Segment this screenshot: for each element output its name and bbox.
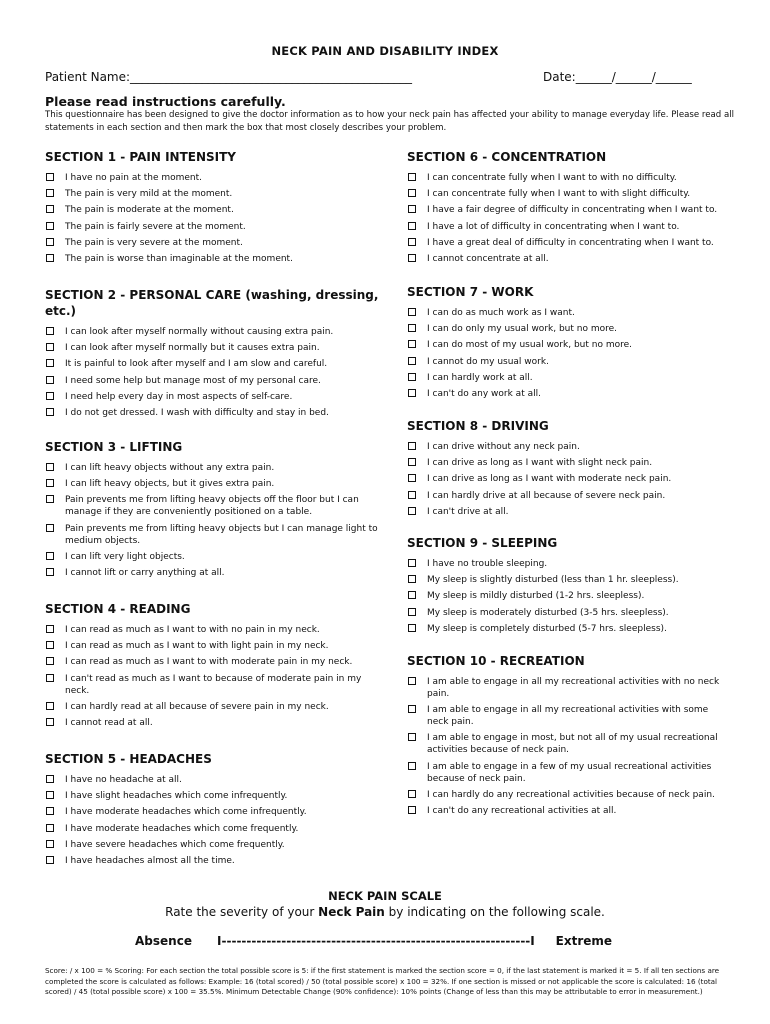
checkbox-option[interactable] bbox=[407, 204, 729, 216]
checkbox[interactable] bbox=[46, 568, 54, 576]
option-label: I need some help but manage most of my personal care. bbox=[65, 375, 321, 386]
checkbox[interactable] bbox=[46, 359, 54, 367]
scale-sub-after: by indicating on the following scale. bbox=[384, 905, 605, 919]
checkbox-option[interactable] bbox=[407, 339, 729, 351]
checkbox-option[interactable] bbox=[45, 790, 380, 802]
checkbox-option[interactable] bbox=[45, 342, 380, 354]
option-label: I have a fair degree of difficulty in concentrating when I want to. bbox=[427, 205, 718, 216]
checkbox[interactable] bbox=[408, 458, 416, 466]
option-label: I have no trouble sleeping. bbox=[427, 559, 548, 569]
option-label: My sleep is mildly disturbed (1-2 hrs. sleepless). bbox=[427, 591, 645, 602]
section-3 bbox=[45, 439, 380, 583]
option-label: I can drive as long as I want with moderate neck pain. bbox=[427, 474, 672, 485]
checkbox-option[interactable] bbox=[407, 372, 729, 384]
section-title: SECTION 6 - CONCENTRATION bbox=[407, 150, 607, 164]
checkbox-option[interactable] bbox=[407, 574, 729, 586]
option-label: I can do most of my usual work, but no more. bbox=[427, 340, 632, 351]
option-label: The pain is fairly severe at the moment. bbox=[65, 221, 246, 232]
option-label: The pain is moderate at the moment. bbox=[65, 205, 234, 216]
checkbox[interactable] bbox=[408, 324, 416, 332]
option-label: I can look after myself normally but it causes extra pain. bbox=[65, 343, 320, 354]
option-label: I cannot concentrate at all. bbox=[427, 253, 549, 264]
checkbox[interactable] bbox=[46, 552, 54, 560]
section-title: SECTION 1 - PAIN INTENSITY bbox=[45, 150, 236, 164]
option-label: I am able to engage in most, but not all of my usual recreational activities because of neck pain. bbox=[427, 733, 718, 756]
checkbox[interactable] bbox=[408, 222, 416, 230]
option-label: The pain is very severe at the moment. bbox=[65, 237, 243, 248]
checkbox[interactable] bbox=[46, 775, 54, 783]
option-label: I can lift heavy objects without any extra pain. bbox=[65, 463, 275, 473]
checkbox-option[interactable] bbox=[45, 375, 380, 387]
checkbox-option[interactable] bbox=[45, 523, 380, 547]
option-label: My sleep is completely disturbed (5-7 hrs. sleepless). bbox=[427, 623, 667, 634]
checkbox[interactable] bbox=[46, 479, 54, 487]
checkbox-option[interactable] bbox=[407, 590, 729, 602]
checkbox-option[interactable] bbox=[45, 221, 380, 233]
section-title: SECTION 7 - WORK bbox=[407, 285, 534, 299]
checkbox-option[interactable] bbox=[45, 717, 380, 729]
checkbox[interactable] bbox=[46, 702, 54, 710]
option-label: I am able to engage in all my recreational activities with no neck pain. bbox=[427, 677, 720, 699]
option-label: I can look after myself normally without causing extra pain. bbox=[65, 327, 334, 337]
checkbox-option[interactable] bbox=[407, 253, 729, 265]
checkbox[interactable] bbox=[408, 806, 416, 814]
checkbox[interactable] bbox=[46, 189, 54, 197]
checkbox[interactable] bbox=[408, 189, 416, 197]
checkbox-option[interactable] bbox=[45, 253, 380, 265]
checkbox[interactable] bbox=[408, 559, 416, 567]
option-label: I can hardly work at all. bbox=[427, 372, 533, 383]
checkbox[interactable] bbox=[408, 357, 416, 365]
checkbox-option[interactable] bbox=[407, 356, 729, 368]
checkbox[interactable] bbox=[408, 733, 416, 741]
option-label: I have no pain at the moment. bbox=[65, 173, 203, 183]
option-label: I can lift heavy objects, but it gives extra pain. bbox=[65, 479, 275, 490]
checkbox-option[interactable] bbox=[45, 478, 380, 490]
option-label: I can do as much work as I want. bbox=[427, 308, 575, 318]
checkbox[interactable] bbox=[408, 677, 416, 685]
section-title: SECTION 4 - READING bbox=[45, 602, 191, 616]
checkbox[interactable] bbox=[46, 254, 54, 262]
checkbox[interactable] bbox=[408, 373, 416, 381]
checkbox[interactable] bbox=[46, 856, 54, 864]
checkbox[interactable] bbox=[408, 790, 416, 798]
option-label: I cannot lift or carry anything at all. bbox=[65, 567, 225, 578]
checkbox[interactable] bbox=[46, 343, 54, 351]
option-label: I have a great deal of difficulty in concentrating when I want to. bbox=[427, 237, 714, 248]
checkbox-option[interactable] bbox=[407, 221, 729, 233]
checkbox-option[interactable] bbox=[45, 358, 380, 370]
date-field[interactable]: Date:______/______/______ bbox=[543, 70, 692, 84]
checkbox[interactable] bbox=[46, 641, 54, 649]
checkbox[interactable] bbox=[46, 495, 54, 503]
checkbox[interactable] bbox=[46, 408, 54, 416]
option-label: I can hardly drive at all because of severe neck pain. bbox=[427, 490, 666, 501]
checkbox[interactable] bbox=[408, 173, 416, 181]
checkbox-option[interactable] bbox=[407, 805, 729, 817]
option-label: The pain is very mild at the moment. bbox=[65, 189, 233, 200]
checkbox[interactable] bbox=[408, 474, 416, 482]
checkbox-option[interactable] bbox=[407, 789, 729, 801]
checkbox-option[interactable] bbox=[407, 761, 729, 785]
checkbox-option[interactable] bbox=[45, 326, 380, 338]
scale-line[interactable]: I--------------------------------------------------------------I bbox=[217, 934, 535, 948]
checkbox-option[interactable] bbox=[407, 607, 729, 619]
option-label: I need help every day in most aspects of self-care. bbox=[65, 391, 293, 402]
checkbox[interactable] bbox=[46, 238, 54, 246]
option-label: It is painful to look after myself and I am slow and careful. bbox=[65, 359, 328, 370]
checkbox-option[interactable] bbox=[407, 388, 729, 400]
checkbox[interactable] bbox=[408, 254, 416, 262]
option-label: I cannot do my usual work. bbox=[427, 356, 549, 367]
option-label: I can't drive at all. bbox=[427, 506, 509, 517]
section-8 bbox=[407, 418, 729, 522]
checkbox[interactable] bbox=[408, 575, 416, 583]
checkbox[interactable] bbox=[408, 389, 416, 397]
option-label: I have no headache at all. bbox=[65, 775, 182, 785]
section-title: SECTION 5 - HEADACHES bbox=[45, 752, 212, 766]
checkbox[interactable] bbox=[408, 705, 416, 713]
option-label: I can read as much as I want to with moderate pain in my neck. bbox=[65, 657, 353, 668]
option-label: The pain is worse than imaginable at the moment. bbox=[65, 253, 293, 264]
checkbox-option[interactable] bbox=[407, 623, 729, 635]
option-label: I have headaches almost all the time. bbox=[65, 855, 235, 866]
severity-scale[interactable] bbox=[135, 934, 612, 948]
checkbox-option[interactable] bbox=[45, 494, 380, 518]
checkbox-option[interactable] bbox=[407, 473, 729, 485]
checkbox-option[interactable] bbox=[407, 172, 729, 184]
checkbox-option[interactable] bbox=[45, 188, 380, 200]
checkbox[interactable] bbox=[408, 507, 416, 515]
checkbox-option[interactable] bbox=[45, 701, 380, 713]
checkbox-option[interactable] bbox=[45, 855, 380, 867]
option-label: I can't read as much as I want to because of moderate pain in my neck. bbox=[65, 673, 362, 696]
scale-instructions bbox=[0, 905, 770, 919]
checkbox-option[interactable] bbox=[45, 204, 380, 216]
checkbox[interactable] bbox=[408, 624, 416, 632]
scale-right-label: Extreme bbox=[555, 934, 613, 948]
checkbox-option[interactable] bbox=[45, 391, 380, 403]
section-6 bbox=[407, 149, 729, 269]
checkbox-option[interactable] bbox=[45, 567, 380, 579]
checkbox-option[interactable] bbox=[45, 462, 380, 474]
section-title: SECTION 10 - RECREATION bbox=[407, 654, 585, 668]
section-title: SECTION 8 - DRIVING bbox=[407, 419, 549, 433]
checkbox-option[interactable] bbox=[407, 307, 729, 319]
checkbox[interactable] bbox=[46, 718, 54, 726]
section-7 bbox=[407, 284, 729, 404]
checkbox-option[interactable] bbox=[45, 806, 380, 818]
option-label: I can't do any recreational activities at all. bbox=[427, 805, 617, 816]
checkbox[interactable] bbox=[46, 625, 54, 633]
checkbox-option[interactable] bbox=[45, 774, 380, 786]
option-label: Pain prevents me from lifting heavy objects but I can manage light to medium objects. bbox=[65, 523, 378, 546]
option-label: Pain prevents me from lifting heavy objects off the floor but I can manage if they are conveniently positioned on a table. bbox=[65, 495, 359, 518]
section-5 bbox=[45, 751, 380, 871]
patient-name-field[interactable]: Patient Name:_______________________________________________ bbox=[45, 70, 413, 84]
checkbox[interactable] bbox=[46, 222, 54, 230]
checkbox[interactable] bbox=[46, 173, 54, 181]
option-label: I can drive without any neck pain. bbox=[427, 442, 580, 452]
checkbox-option[interactable] bbox=[45, 823, 380, 835]
option-label: I can hardly read at all because of severe pain in my neck. bbox=[65, 701, 329, 712]
checkbox-option[interactable] bbox=[45, 640, 380, 652]
section-title: SECTION 2 - PERSONAL CARE (washing, dressing, etc.) bbox=[45, 288, 379, 318]
checkbox[interactable] bbox=[46, 674, 54, 682]
option-label: I have slight headaches which come infrequently. bbox=[65, 791, 288, 802]
option-label: I can lift very light objects. bbox=[65, 551, 185, 562]
option-label: I am able to engage in a few of my usual recreational activities because of neck pain. bbox=[427, 761, 712, 784]
checkbox-option[interactable] bbox=[45, 237, 380, 249]
option-label: I have a lot of difficulty in concentrating when I want to. bbox=[427, 221, 680, 232]
option-label: I am able to engage in all my recreational activities with some neck pain. bbox=[427, 705, 709, 728]
instructions-text: This questionnaire has been designed to give the doctor information as to how your neck pain has affected your ability to manage everyday life. Please read all statements in each section and then mark the box that most closely describes your problem. bbox=[45, 110, 734, 133]
section-9 bbox=[407, 535, 729, 639]
checkbox[interactable] bbox=[46, 327, 54, 335]
option-label: I have severe headaches which come frequently. bbox=[65, 839, 285, 850]
option-label: I can concentrate fully when I want to with no difficulty. bbox=[427, 173, 677, 183]
checkbox-option[interactable] bbox=[407, 323, 729, 335]
scale-sub-before: Rate the severity of your bbox=[165, 905, 319, 919]
option-label: My sleep is slightly disturbed (less than 1 hr. sleepless). bbox=[427, 575, 679, 586]
option-label: I cannot read at all. bbox=[65, 717, 153, 728]
checkbox[interactable] bbox=[408, 205, 416, 213]
checkbox[interactable] bbox=[46, 657, 54, 665]
section-title: SECTION 3 - LIFTING bbox=[45, 440, 183, 454]
option-label: My sleep is moderately disturbed (3-5 hrs. sleepless). bbox=[427, 607, 669, 618]
section-10 bbox=[407, 653, 729, 821]
checkbox[interactable] bbox=[46, 824, 54, 832]
checkbox-option[interactable] bbox=[407, 704, 729, 728]
checkbox[interactable] bbox=[46, 524, 54, 532]
scale-sub-bold: Neck Pain bbox=[318, 905, 385, 919]
checkbox-option[interactable] bbox=[45, 551, 380, 563]
checkbox-option[interactable] bbox=[407, 558, 729, 570]
option-label: I have moderate headaches which come frequently. bbox=[65, 823, 299, 834]
checkbox-option[interactable] bbox=[45, 839, 380, 851]
checkbox-option[interactable] bbox=[45, 656, 380, 668]
section-4 bbox=[45, 601, 380, 733]
checkbox[interactable] bbox=[408, 591, 416, 599]
scale-title: NECK PAIN SCALE bbox=[328, 889, 442, 903]
option-label: I can read as much as I want to with no pain in my neck. bbox=[65, 625, 320, 635]
option-label: I can hardly do any recreational activities because of neck pain. bbox=[427, 789, 715, 800]
checkbox[interactable] bbox=[46, 791, 54, 799]
checkbox-option[interactable] bbox=[407, 237, 729, 249]
checkbox-option[interactable] bbox=[407, 676, 729, 700]
checkbox-option[interactable] bbox=[45, 624, 380, 636]
checkbox-option[interactable] bbox=[407, 188, 729, 200]
option-label: I do not get dressed. I wash with difficulty and stay in bed. bbox=[65, 407, 329, 418]
option-label: I can do only my usual work, but no more. bbox=[427, 324, 618, 335]
checkbox[interactable] bbox=[46, 807, 54, 815]
section-2 bbox=[45, 287, 380, 423]
scoring-note: Score: / x 100 = % Scoring: For each section the total possible score is 5: if the first statement is marked the section score = 0, if the last statement is marked it = 5. If all ten sections are completed the score is calculated as follows: Example: 16 (total scored) / 50 (total possible score) x 100 = 32%. If one section is missed or not applicable the score is calculated: 16 (total scored) / 45 (total possible score) x 100 = 35.5%. Minimum Detectable Change (90% confidence): 10% points (Change of less than this may be attributable to error in measurement.) bbox=[45, 966, 720, 996]
checkbox[interactable] bbox=[46, 392, 54, 400]
scale-left-label: Absence bbox=[135, 934, 192, 948]
form-title: NECK PAIN AND DISABILITY INDEX bbox=[271, 44, 499, 58]
checkbox-option[interactable] bbox=[407, 506, 729, 518]
checkbox-option[interactable] bbox=[407, 457, 729, 469]
checkbox[interactable] bbox=[408, 340, 416, 348]
checkbox[interactable] bbox=[46, 205, 54, 213]
checkbox-option[interactable] bbox=[407, 732, 729, 756]
option-label: I can concentrate fully when I want to with slight difficulty. bbox=[427, 189, 691, 200]
checkbox-option[interactable] bbox=[45, 673, 380, 697]
instructions-title: Please read instructions carefully. bbox=[45, 94, 286, 109]
checkbox[interactable] bbox=[408, 442, 416, 450]
section-1 bbox=[45, 149, 380, 269]
checkbox[interactable] bbox=[408, 491, 416, 499]
checkbox-option[interactable] bbox=[45, 172, 380, 184]
option-label: I have moderate headaches which come infrequently. bbox=[65, 807, 307, 818]
checkbox[interactable] bbox=[46, 840, 54, 848]
checkbox-option[interactable] bbox=[407, 441, 729, 453]
checkbox-option[interactable] bbox=[45, 407, 380, 419]
checkbox[interactable] bbox=[408, 308, 416, 316]
option-label: I can't do any work at all. bbox=[427, 388, 541, 399]
section-title: SECTION 9 - SLEEPING bbox=[407, 536, 558, 550]
checkbox-option[interactable] bbox=[407, 490, 729, 502]
checkbox[interactable] bbox=[46, 463, 54, 471]
option-label: I can read as much as I want to with light pain in my neck. bbox=[65, 641, 329, 652]
checkbox[interactable] bbox=[408, 608, 416, 616]
checkbox[interactable] bbox=[46, 376, 54, 384]
option-label: I can drive as long as I want with slight neck pain. bbox=[427, 458, 653, 469]
checkbox[interactable] bbox=[408, 762, 416, 770]
checkbox[interactable] bbox=[408, 238, 416, 246]
